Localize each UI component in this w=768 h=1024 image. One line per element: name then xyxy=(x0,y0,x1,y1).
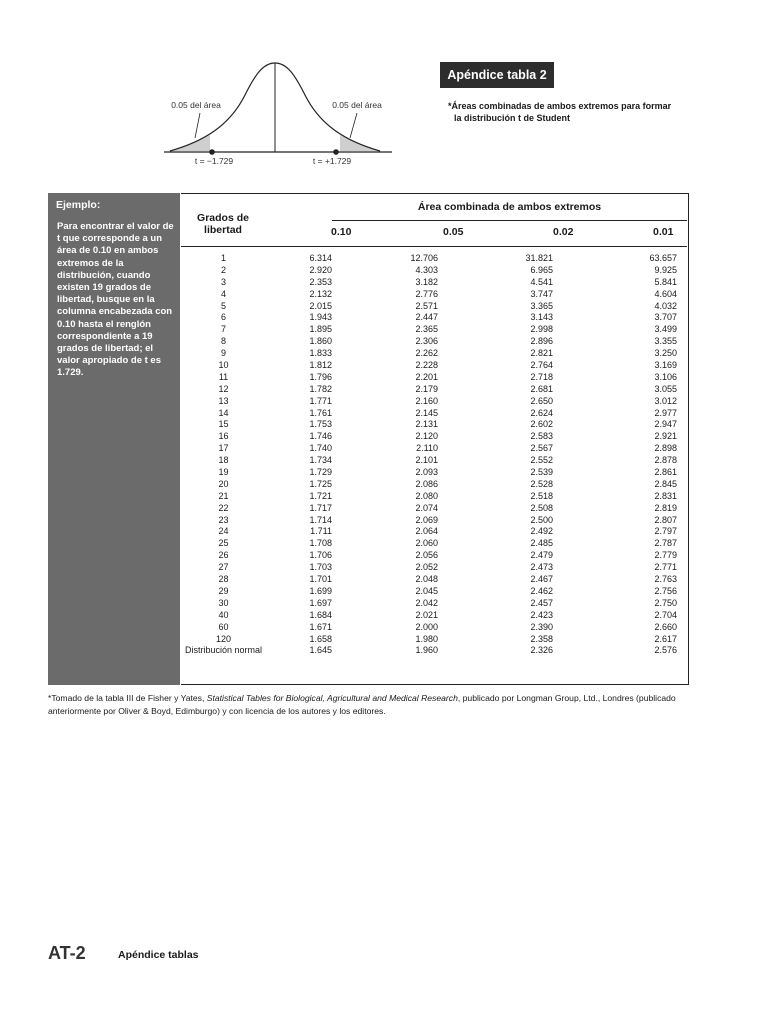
cell-001: 2.861 xyxy=(654,467,677,478)
cell-005: 2.064 xyxy=(415,526,438,537)
cell-010: 1.658 xyxy=(309,633,332,644)
df-cell: Distribución normal xyxy=(184,645,263,656)
df-cell: 23 xyxy=(218,514,229,525)
appendix-title: Apéndice tabla 2 xyxy=(440,62,554,88)
table-row xyxy=(181,419,687,431)
table-row xyxy=(181,301,687,313)
cell-010: 1.671 xyxy=(309,621,332,632)
cell-010: 1.721 xyxy=(309,490,332,501)
table-row xyxy=(181,265,687,277)
cell-002: 3.365 xyxy=(530,300,553,311)
cell-005: 2.060 xyxy=(415,538,438,549)
cell-005: 2.052 xyxy=(415,562,438,573)
cell-005: 2.131 xyxy=(415,419,438,430)
title-note xyxy=(448,100,688,124)
cell-005: 2.120 xyxy=(415,431,438,442)
cell-010: 1.860 xyxy=(309,336,332,347)
cell-010: 1.753 xyxy=(309,419,332,430)
df-cell: 3 xyxy=(220,276,226,287)
cell-002: 2.485 xyxy=(530,538,553,549)
footnote-suffix: , publicado por Longman Group, Ltd., Londres (publicado anteriormente por Oliver & Boyd, Edimburgo) y con licencia de los autores y los editores. xyxy=(48,693,676,716)
left-area-label: 0.05 del área xyxy=(171,100,221,110)
table-row xyxy=(181,526,687,538)
cell-005: 2.179 xyxy=(415,383,438,394)
cell-001: 3.355 xyxy=(654,336,677,347)
cell-002: 2.624 xyxy=(530,407,553,418)
cell-001: 2.898 xyxy=(654,443,677,454)
table-row xyxy=(181,538,687,550)
cell-001: 4.604 xyxy=(654,288,677,299)
cell-005: 2.776 xyxy=(415,288,438,299)
cell-010: 1.703 xyxy=(309,562,332,573)
col-header-002: 0.02 xyxy=(553,226,574,238)
df-cell: 25 xyxy=(218,538,229,549)
cell-005: 2.306 xyxy=(415,336,438,347)
right-pointer xyxy=(350,113,357,138)
df-cell: 40 xyxy=(218,609,229,620)
table-row xyxy=(181,515,687,527)
cell-005: 2.110 xyxy=(416,443,438,454)
cell-010: 1.895 xyxy=(309,324,332,335)
cell-001: 2.576 xyxy=(654,645,677,656)
df-cell: 14 xyxy=(218,407,229,418)
cell-002: 2.567 xyxy=(530,443,553,454)
cell-001: 3.169 xyxy=(654,360,677,371)
cell-005: 4.303 xyxy=(415,264,438,275)
cell-002: 2.896 xyxy=(530,336,553,347)
table-row xyxy=(181,586,687,598)
table-row xyxy=(181,384,687,396)
df-cell: 16 xyxy=(218,431,229,442)
cell-005: 2.021 xyxy=(415,609,438,620)
cell-005: 2.447 xyxy=(415,312,438,323)
cell-001: 2.787 xyxy=(654,538,677,549)
table-row xyxy=(181,467,687,479)
cell-005: 2.093 xyxy=(415,467,438,478)
cell-001: 2.660 xyxy=(654,621,677,632)
cell-010: 1.761 xyxy=(309,407,332,418)
table-row xyxy=(181,289,687,301)
table-row xyxy=(181,598,687,610)
cell-010: 1.812 xyxy=(309,360,332,371)
table-row xyxy=(181,431,687,443)
cell-002: 2.390 xyxy=(530,621,553,632)
table-row xyxy=(181,253,687,265)
cell-002: 2.467 xyxy=(530,574,553,585)
table-row xyxy=(181,348,687,360)
col-header-001: 0.01 xyxy=(653,226,674,238)
table-row xyxy=(181,491,687,503)
cell-002: 2.650 xyxy=(530,395,553,406)
cell-010: 1.645 xyxy=(309,645,332,656)
cell-010: 1.729 xyxy=(309,467,332,478)
cell-001: 3.250 xyxy=(654,348,677,359)
cell-005: 3.182 xyxy=(415,276,438,287)
example-text: Para encontrar el valor de t que corresponde a un área de 0.10 en ambos extremos de la distribución, cuando existen 19 grados de libertad, busque en la columna encabezada con 0.10 hasta el renglón correspondiente a 19 grados de libertad; el valor apropiado de t es 1.729. xyxy=(57,221,174,379)
table-row xyxy=(181,622,687,634)
cell-001: 3.012 xyxy=(654,395,677,406)
right-area-label: 0.05 del área xyxy=(332,100,382,110)
right-t-label: t = +1.729 xyxy=(312,156,352,166)
cell-002: 2.457 xyxy=(530,597,553,608)
cell-010: 1.701 xyxy=(309,574,332,585)
table-row xyxy=(181,574,687,586)
cell-001: 2.704 xyxy=(654,609,677,620)
df-cell: 22 xyxy=(218,502,229,513)
table-row xyxy=(181,645,687,657)
cell-002: 2.473 xyxy=(530,562,553,573)
df-cell: 2 xyxy=(220,264,226,275)
cell-010: 1.699 xyxy=(309,585,332,596)
cell-010: 1.746 xyxy=(309,431,332,442)
example-panel xyxy=(48,193,180,685)
cell-005: 2.101 xyxy=(415,455,438,466)
table-row xyxy=(181,455,687,467)
cell-002: 2.500 xyxy=(530,514,553,525)
cell-002: 2.718 xyxy=(530,371,553,382)
footnote-prefix: *Tomado de la tabla III de Fisher y Yates, xyxy=(48,693,207,703)
cell-002: 2.681 xyxy=(530,383,553,394)
page-number: AT-2 xyxy=(48,943,86,963)
cell-002: 6.965 xyxy=(530,264,553,275)
cell-010: 1.943 xyxy=(309,312,332,323)
cell-001: 2.819 xyxy=(654,502,677,513)
table-row xyxy=(181,324,687,336)
table-row xyxy=(181,634,687,646)
left-t-label: t = −1.729 xyxy=(194,156,234,166)
table-row xyxy=(181,443,687,455)
cell-010: 2.353 xyxy=(309,276,332,287)
cell-002: 2.508 xyxy=(530,502,553,513)
cell-002: 2.358 xyxy=(530,633,553,644)
cell-010: 2.015 xyxy=(309,300,332,311)
cell-001: 2.807 xyxy=(654,514,677,525)
column-header-divider xyxy=(181,246,687,247)
cell-002: 2.998 xyxy=(530,324,553,335)
table-row xyxy=(181,550,687,562)
t-distribution-figure xyxy=(160,55,400,170)
df-cell: 21 xyxy=(218,490,229,501)
cell-010: 1.771 xyxy=(309,395,332,406)
header-divider xyxy=(332,220,687,221)
cell-005: 2.048 xyxy=(415,574,438,585)
cell-010: 1.740 xyxy=(309,443,332,454)
cell-010: 1.708 xyxy=(309,538,332,549)
cell-001: 2.763 xyxy=(654,574,677,585)
example-heading: Ejemplo: xyxy=(56,199,101,211)
table-row xyxy=(181,372,687,384)
df-cell: 30 xyxy=(218,597,229,608)
col-header-010: 0.10 xyxy=(331,226,352,238)
cell-001: 2.977 xyxy=(654,407,677,418)
cell-002: 2.423 xyxy=(530,609,553,620)
table-body xyxy=(181,253,687,657)
page-label: Apéndice tablas xyxy=(118,949,199,961)
cell-005: 2.042 xyxy=(415,597,438,608)
cell-001: 5.841 xyxy=(654,276,677,287)
df-cell: 20 xyxy=(218,478,229,489)
cell-010: 1.782 xyxy=(309,383,332,394)
df-cell: 18 xyxy=(218,455,229,466)
cell-010: 6.314 xyxy=(309,253,332,263)
cell-010: 1.734 xyxy=(309,455,332,466)
table-row xyxy=(181,408,687,420)
df-cell: 5 xyxy=(220,300,226,311)
df-cell: 11 xyxy=(218,371,229,382)
cell-005: 2.228 xyxy=(415,360,438,371)
cell-001: 63.657 xyxy=(649,253,677,263)
df-cell: 1 xyxy=(220,253,226,263)
df-cell: 8 xyxy=(220,336,226,347)
df-cell: 13 xyxy=(218,395,229,406)
df-cell: 19 xyxy=(218,467,229,478)
table-row xyxy=(181,396,687,408)
cell-001: 2.617 xyxy=(654,633,677,644)
df-cell: 29 xyxy=(218,585,229,596)
df-cell: 27 xyxy=(218,562,229,573)
cell-010: 1.711 xyxy=(310,526,332,537)
cell-002: 2.462 xyxy=(530,585,553,596)
cell-005: 2.069 xyxy=(415,514,438,525)
cell-005: 12.706 xyxy=(410,253,438,263)
df-header: Grados de libertad xyxy=(197,212,249,236)
cell-005: 2.056 xyxy=(415,550,438,561)
cell-010: 2.132 xyxy=(309,288,332,299)
cell-010: 1.706 xyxy=(309,550,332,561)
title-note-line-2: la distribución t de Student xyxy=(454,113,571,123)
df-cell: 10 xyxy=(218,360,229,371)
cell-001: 2.756 xyxy=(654,585,677,596)
cell-001: 3.106 xyxy=(654,371,677,382)
table-row xyxy=(181,360,687,372)
cell-001: 2.779 xyxy=(654,550,677,561)
table-row xyxy=(181,503,687,515)
t-table xyxy=(181,193,689,685)
df-cell: 17 xyxy=(218,443,229,454)
cell-002: 4.541 xyxy=(530,276,553,287)
cell-001: 2.947 xyxy=(654,419,677,430)
left-t-point xyxy=(209,149,215,155)
cell-001: 2.921 xyxy=(654,431,677,442)
cell-005: 2.365 xyxy=(415,324,438,335)
cell-001: 2.797 xyxy=(654,526,677,537)
cell-002: 2.539 xyxy=(530,467,553,478)
source-footnote xyxy=(48,692,693,718)
table-row xyxy=(181,312,687,324)
cell-005: 1.960 xyxy=(415,645,438,656)
cell-002: 2.492 xyxy=(530,526,553,537)
cell-002: 2.518 xyxy=(530,490,553,501)
cell-010: 2.920 xyxy=(309,264,332,275)
cell-002: 2.602 xyxy=(530,419,553,430)
left-pointer xyxy=(195,113,200,138)
title-note-line-1: *Áreas combinadas de ambos extremos para formar xyxy=(448,101,672,111)
cell-001: 4.032 xyxy=(654,300,677,311)
cell-002: 3.143 xyxy=(530,312,553,323)
df-cell: 120 xyxy=(215,633,232,644)
table-row xyxy=(181,479,687,491)
cell-002: 2.479 xyxy=(530,550,553,561)
cell-010: 1.684 xyxy=(309,609,332,620)
cell-005: 2.201 xyxy=(415,371,438,382)
df-cell: 26 xyxy=(218,550,229,561)
cell-001: 2.831 xyxy=(654,490,677,501)
cell-002: 2.326 xyxy=(530,645,553,656)
df-cell: 24 xyxy=(218,526,229,537)
cell-010: 1.833 xyxy=(309,348,332,359)
cell-001: 2.845 xyxy=(654,478,677,489)
df-cell: 28 xyxy=(218,574,229,585)
df-cell: 4 xyxy=(220,288,226,299)
right-t-point xyxy=(333,149,339,155)
cell-002: 2.583 xyxy=(530,431,553,442)
cell-001: 3.055 xyxy=(654,383,677,394)
cell-005: 2.571 xyxy=(415,300,438,311)
df-cell: 15 xyxy=(218,419,229,430)
combined-area-header: Área combinada de ambos extremos xyxy=(417,201,602,213)
cell-005: 2.160 xyxy=(415,395,438,406)
cell-010: 1.796 xyxy=(309,371,332,382)
cell-001: 3.499 xyxy=(654,324,677,335)
cell-005: 2.086 xyxy=(415,478,438,489)
cell-002: 31.821 xyxy=(525,253,553,263)
cell-002: 2.764 xyxy=(530,360,553,371)
df-cell: 12 xyxy=(218,383,229,394)
cell-002: 2.552 xyxy=(530,455,553,466)
cell-005: 2.080 xyxy=(415,490,438,501)
table-row xyxy=(181,336,687,348)
cell-005: 2.045 xyxy=(415,585,438,596)
table-row xyxy=(181,610,687,622)
cell-005: 1.980 xyxy=(415,633,438,644)
col-header-005: 0.05 xyxy=(443,226,464,238)
cell-002: 2.528 xyxy=(530,478,553,489)
table-row xyxy=(181,562,687,574)
cell-010: 1.697 xyxy=(309,597,332,608)
df-cell: 60 xyxy=(218,621,229,632)
cell-005: 2.074 xyxy=(415,502,438,513)
cell-001: 2.771 xyxy=(654,562,677,573)
cell-002: 2.821 xyxy=(530,348,553,359)
cell-002: 3.747 xyxy=(530,288,553,299)
cell-010: 1.714 xyxy=(309,514,332,525)
cell-005: 2.145 xyxy=(415,407,438,418)
cell-010: 1.717 xyxy=(309,502,332,513)
cell-001: 9.925 xyxy=(654,264,677,275)
df-cell: 6 xyxy=(220,312,226,323)
cell-005: 2.262 xyxy=(415,348,438,359)
df-cell: 9 xyxy=(220,348,226,359)
footnote-book-title: Statistical Tables for Biological, Agricultural and Medical Research xyxy=(206,693,458,703)
cell-005: 2.000 xyxy=(415,621,438,632)
cell-001: 2.878 xyxy=(654,455,677,466)
df-cell: 7 xyxy=(220,324,226,335)
table-row xyxy=(181,277,687,289)
cell-001: 3.707 xyxy=(654,312,677,323)
cell-001: 2.750 xyxy=(654,597,677,608)
cell-010: 1.725 xyxy=(309,478,332,489)
